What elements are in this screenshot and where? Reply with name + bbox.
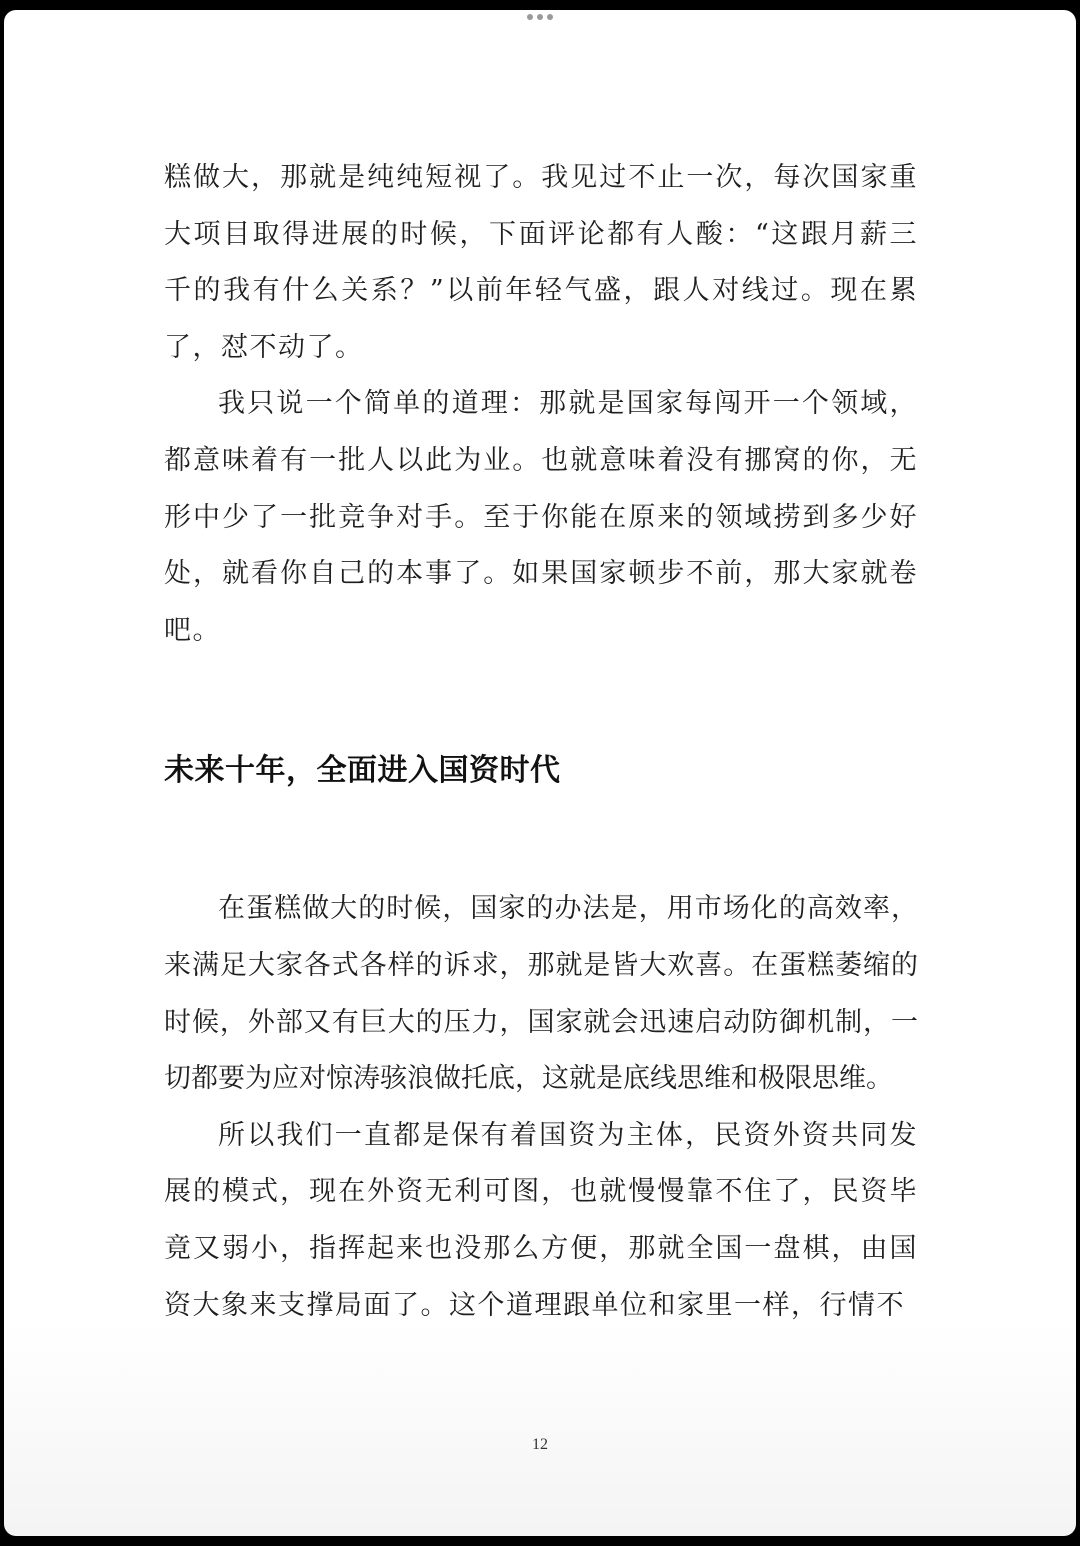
paragraph: 所以我们一直都是保有着国资为主体，民资外资共同发展的模式，现在外资无利可图，也就慢慢靠不住了，民资毕竟又弱小，指挥起来也没那么方便，那就全国一盘棋，由国资大象来支撑局面了。这个道理跟单位和家里一样，行情不 — [164, 1119, 918, 1321]
paragraph: 在蛋糕做大的时候，国家的办法是，用市场化的高效率，来满足大家各式各样的诉求，那就是皆大欢喜。在蛋糕萎缩的时候，外部又有巨大的压力，国家就会迅速启动防御机制，一切都要为应对惊涛骇浪做托底，这就是底线思维和极限思维。 — [164, 893, 918, 1095]
more-options-icon[interactable] — [520, 10, 560, 24]
section-heading: 未来十年，全面进入国资时代 — [164, 753, 561, 789]
page-number: 12 — [532, 1436, 548, 1453]
paragraph: 我只说一个简单的道理：那就是国家每闯开一个领域，都意味着有一批人以此为业。也就意味着没有挪窝的你，无形中少了一批竞争对手。至于你能在原来的领域捞到多少好处，就看你自己的本事了。如果国家顿步不前，那大家就卷吧。 — [164, 388, 918, 646]
paragraph-continuation: 糕做大，那就是纯纯短视了。我见过不止一次，每次国家重大项目取得进展的时候，下面评论都有人酸：“这跟月薪三千的我有什么关系？”以前年轻气盛，跟人对线过。现在累了，怼不动了。 — [164, 162, 918, 363]
book-page[interactable] — [4, 10, 1076, 1536]
page-content — [164, 150, 918, 1334]
